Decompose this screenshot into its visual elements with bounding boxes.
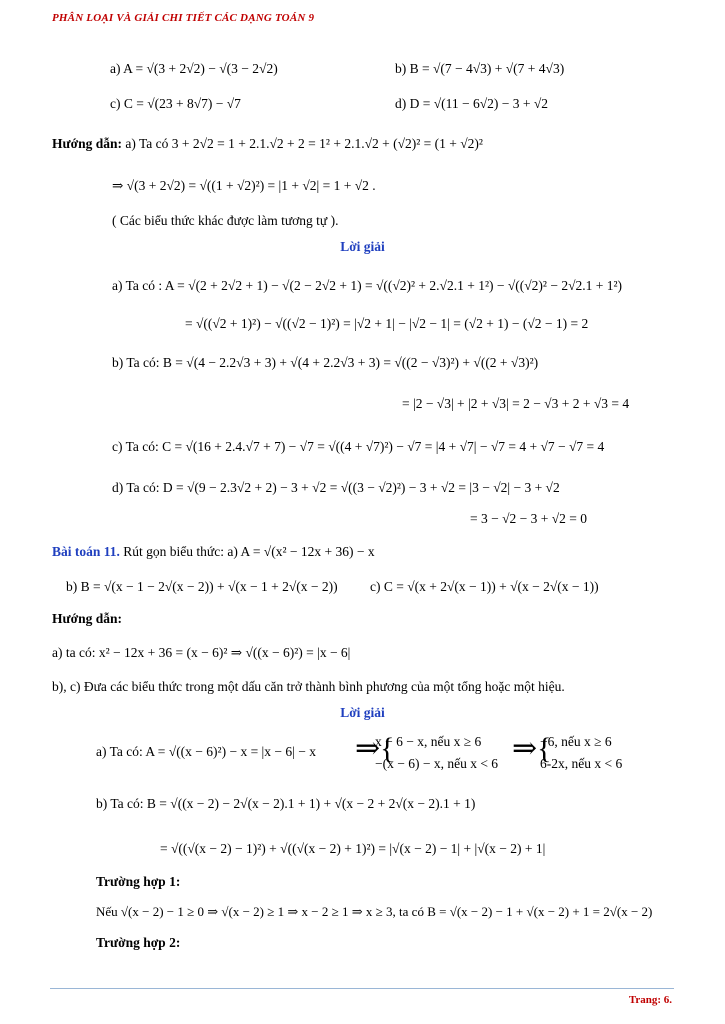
solution-c-line: c) Ta có: C = √(16 + 2.4.√7 + 7) − √7 = √((4 + √7)²) − √7 = |4 + √7| − √7 = 4 + √7 − √7 = 4 xyxy=(112,439,605,454)
exercise-a: a) A = √(3 + 2√2) − √(3 − 2√2) xyxy=(110,61,278,76)
document-header-title: PHÂN LOẠI VÀ GIẢI CHI TIẾT CÁC DẠNG TOÁN 9 xyxy=(52,12,315,24)
solution-d-line-2: = 3 − √2 − 3 + √2 = 0 xyxy=(470,511,588,526)
case-1-heading: Trường hợp 1: xyxy=(96,874,181,889)
problem-11-text: Rút gọn biểu thức: a) A = √(x² − 12x + 36) − x xyxy=(119,544,375,559)
solution-a-line-1: a) Ta có : A = √(2 + 2√2 + 1) − √(2 − 2√2 + 1) = √((√2)² + 2.√2.1 + 1²) − √((√2)² − 2√2.1 + 1²) xyxy=(112,278,623,293)
problem-11-heading: Bài toán 11. xyxy=(52,544,120,559)
guide-note: ( Các biểu thức khác được làm tương tự ). xyxy=(112,213,339,228)
case-1-text: Nếu √(x − 2) − 1 ≥ 0 ⇒ √(x − 2) ≥ 1 ⇒ x − 2 ≥ 1 ⇒ x ≥ 3, ta có B = √(x − 2) − 1 + √(x − 2) + 1 = 2√(x − 2) xyxy=(96,904,653,919)
solution-b-line-2: = |2 − √3| + |2 + √3| = 2 − √3 + 2 + √3 = 4 xyxy=(402,396,630,411)
guide-heading: Hướng dẫn: xyxy=(52,136,122,151)
guide-line-2: ⇒ √(3 + 2√2) = √((1 + √2)²) = |1 + √2| = 1 + √2 . xyxy=(112,178,376,193)
case-brace-1: ⇒{ xyxy=(355,732,395,765)
solution-heading-2: Lời giải xyxy=(340,705,385,720)
guide-heading-2: Hướng dẫn: xyxy=(52,611,122,626)
footer-divider xyxy=(50,988,674,989)
solution-d-line-1: d) Ta có: D = √(9 − 2.3√2 + 2) − 3 + √2 = √((3 − √2)²) − 3 + √2 = |3 − √2| − 3 + √2 xyxy=(112,480,560,495)
case-2-row-1: −6, nếu x ≥ 6 xyxy=(540,734,612,749)
guide-line-1 xyxy=(52,135,483,153)
problem-11-b: b) B = √(x − 1 − 2√(x − 2)) + √(x − 1 + 2√(x − 2)) xyxy=(66,579,338,594)
exercise-b: b) B = √(7 − 4√3) + √(7 + 4√3) xyxy=(395,61,565,76)
guide-2-line-a: a) ta có: x² − 12x + 36 = (x − 6)² ⇒ √((x − 6)²) = |x − 6| xyxy=(52,645,351,660)
guide-2-line-bc: b), c) Đưa các biểu thức trong một dấu căn trở thành bình phương của một tổng hoặc một hiệu. xyxy=(52,679,565,694)
solution-11b-line-2: = √((√(x − 2) − 1)²) + √((√(x − 2) + 1)²) = |√(x − 2) − 1| + |√(x − 2) + 1| xyxy=(160,841,546,856)
case-brace-2: ⇒{ xyxy=(512,732,552,765)
solution-heading-1: Lời giải xyxy=(340,239,385,254)
case-1-row-1: x − 6 − x, nếu x ≥ 6 xyxy=(375,734,482,749)
exercise-d: d) D = √(11 − 6√2) − 3 + √2 xyxy=(395,96,549,111)
solution-11a-line: a) Ta có: A = √((x − 6)²) − x = |x − 6| − x xyxy=(96,744,316,759)
solution-b-line-1: b) Ta có: B = √(4 − 2.2√3 + 3) + √(4 + 2.2√3 + 3) = √((2 − √3)²) + √((2 + √3)²) xyxy=(112,355,539,370)
case-1-row-2: −(x − 6) − x, nếu x < 6 xyxy=(375,756,499,771)
solution-11b-line-1: b) Ta có: B = √((x − 2) − 2√(x − 2).1 + 1) + √(x − 2 + 2√(x − 2).1 + 1) xyxy=(96,796,476,811)
case-2-heading: Trường hợp 2: xyxy=(96,935,181,950)
problem-11-c: c) C = √(x + 2√(x − 1)) + √(x − 2√(x − 1)) xyxy=(370,579,599,594)
page-number: Trang: 6. xyxy=(628,994,672,1006)
problem-11 xyxy=(52,543,375,561)
solution-a-line-2: = √((√2 + 1)²) − √((√2 − 1)²) = |√2 + 1| − |√2 − 1| = (√2 + 1) − (√2 − 1) = 2 xyxy=(185,316,589,331)
guide-text: a) Ta có 3 + 2√2 = 1 + 2.1.√2 + 2 = 1² + 2.1.√2 + (√2)² = (1 + √2)² xyxy=(121,136,483,151)
case-2-row-2: 6-2x, nếu x < 6 xyxy=(540,756,623,771)
exercise-c: c) C = √(23 + 8√7) − √7 xyxy=(110,96,241,111)
